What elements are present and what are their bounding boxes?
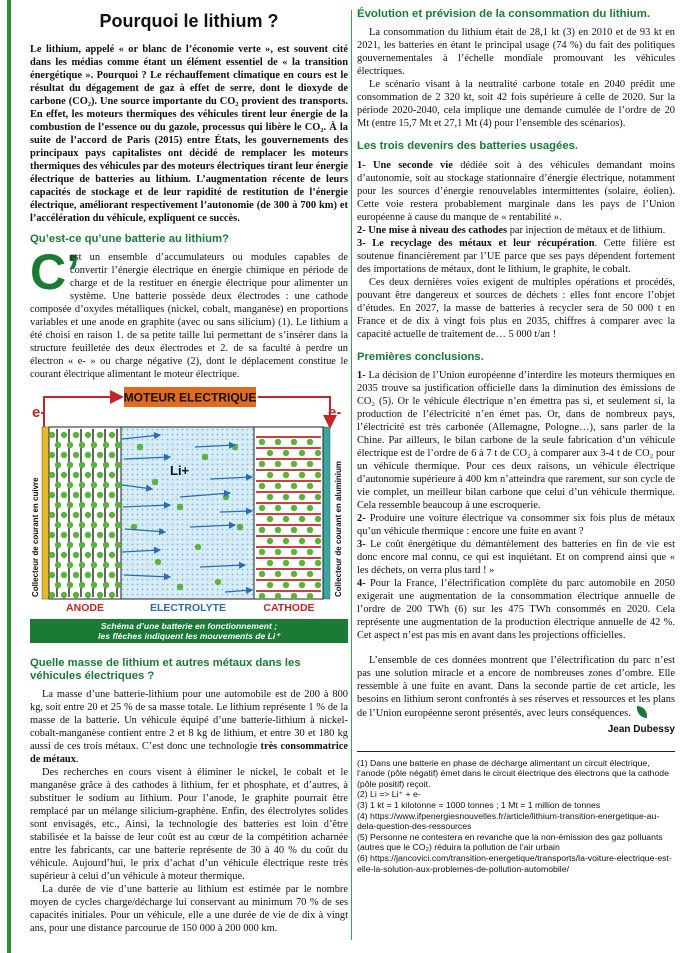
lithium-ion-dot bbox=[267, 494, 273, 500]
lithium-ion-dot bbox=[97, 592, 103, 598]
lithium-ion-dot bbox=[73, 492, 79, 498]
lithium-ion-dot bbox=[115, 502, 121, 508]
lithium-ion-dot bbox=[103, 502, 109, 508]
used-item-3-text: . Cette filière est soutenue financièrement par l’UE parce que ses pays dépendent fortement des importations de métaux, dont le lithium, le graphite, le cobalt. bbox=[357, 237, 675, 275]
lithium-ion-dot bbox=[85, 572, 91, 578]
lithium-ion-dot bbox=[79, 562, 85, 568]
lithium-ion-dot bbox=[115, 462, 121, 468]
lithium-ion-dot bbox=[195, 544, 201, 550]
lithium-ion-dot bbox=[79, 522, 85, 528]
mass-paragraph-3: La durée de vie d’une batterie au lithium est estimée par le nombre moyen de cycles charge/décharge lui conservant au minimum 70 % de ses capacités initiales. Pour un véhicule, elle a une durée de vie de dix à vingt ans, pour une distance parcourue de 150 000 à 200 000 km. bbox=[30, 884, 348, 935]
lithium-ion-dot bbox=[73, 472, 79, 478]
lithium-ion-dot bbox=[115, 522, 121, 528]
consumption-paragraph-1: La consommation du lithium était de 28,1 kt (3) en 2010 et de 93 kt en 2021, les batteries en étant le principal usage (74 %) du fait des politiques gouvernementales à l’échelle mondiale promouvant les véhicules électriques. bbox=[357, 27, 675, 78]
used-item-2-title: 2- Une mise à niveau des cathodes bbox=[357, 224, 508, 236]
lithium-ion-dot bbox=[67, 442, 73, 448]
lithium-ion-dot bbox=[73, 432, 79, 438]
footnote-4: (4) https://www.ifpenergiesnouvelles.fr/article/lithium-transition-energetique-au-dela-question-des-ressources bbox=[357, 810, 660, 832]
lithium-ion-dot bbox=[115, 562, 121, 568]
diagram-caption bbox=[30, 619, 348, 644]
lithium-ion-dot bbox=[109, 552, 115, 558]
used-item-1-title: 1- Une seconde vie bbox=[357, 159, 453, 171]
lithium-ion-dot bbox=[91, 562, 97, 568]
consumption-paragraph-2: Le scénario visant à la neutralité carbone totale en 2040 prédit une consommation de 2 320 kt, soit 42 fois supérieure à celle de 2020. Sur la période 2020-2040, cela implique une demande cumulée de l’ordre de 20 Mt (entre 15,7 Mt et 27,1 Mt (4) pour l’ensemble des scénarios). bbox=[357, 79, 675, 130]
lithium-ion-dot bbox=[283, 472, 289, 478]
lithium-ion-dot bbox=[85, 512, 91, 518]
motor-label: MOTEUR ELECTRIQUE bbox=[123, 390, 257, 405]
aluminium-collector bbox=[323, 427, 330, 599]
lithium-ion-dot bbox=[299, 560, 305, 566]
lithium-ion-dot bbox=[55, 502, 61, 508]
left-column bbox=[30, 8, 348, 935]
lithium-ion-dot bbox=[267, 560, 273, 566]
lithium-ion-dot bbox=[73, 512, 79, 518]
wire-left bbox=[44, 397, 122, 427]
lithium-ion-dot bbox=[115, 582, 121, 588]
conclusion-4-text: Pour la France, l’électrification complète du parc automobile en 2050 exigerait une augmentation de la consommation électrique annuelle de l’ordre de 200 TWh (6) sur les 475 TWh consommés en 2020. Cela représente une augmentation de la production électrique annuelle de 42 %. Cet aspect n’est pas mis en avant dans les projections officielles. bbox=[357, 578, 675, 642]
diagram-caption-line-2: les flèches indiquent les mouvements de Li⁺ bbox=[98, 631, 280, 642]
lithium-ion-dot bbox=[79, 482, 85, 488]
column-divider bbox=[351, 10, 352, 940]
lithium-ion-dot bbox=[79, 582, 85, 588]
lithium-ion-dot bbox=[215, 579, 221, 585]
footnote-2: (2) Li => Li⁺ + e- bbox=[357, 789, 421, 800]
lithium-ion-dot bbox=[275, 439, 281, 445]
lithium-ion-dot bbox=[259, 527, 265, 533]
lithium-ion-dot bbox=[109, 492, 115, 498]
conclusion-1-text: La décision de l’Union européenne d’interdire les moteurs thermiques en 2035 trouve sa justification officielle dans la diminution des émissions de CO₂ (5). Or le véhicule électrique n’en émettra pas si, et seulement si, la production de l’électricité n’en émet pas. Or, dans de nombreux pays, l’électricité est très carbonée (Allemagne, Pologne…), sans parler de la Chine. Par ailleurs, le bilan carbone de la seule fabrication d’un véhicule électrique est de l’ordre de 6 à 7 t de CO₂ à comparer aux 3-4 t de CO₂ pour un véhicule thermique. Pour ces deux raisons, un véhicule électrique d’autonomie supérieure à 400 km n’atteindra que rarement, sur son cycle de vie complet, un meilleur bilan carbone que celui d’un véhicule thermique. Cela ressemble beaucoup à une escroquerie. bbox=[357, 370, 675, 512]
lithium-ion-dot bbox=[55, 562, 61, 568]
lithium-ion-dot bbox=[49, 572, 55, 578]
lithium-ion-dot bbox=[79, 502, 85, 508]
lithium-ion-dot bbox=[115, 442, 121, 448]
lithium-ion-dot bbox=[67, 462, 73, 468]
lithium-ion-dot bbox=[315, 582, 321, 588]
lithium-ion-dot bbox=[291, 461, 297, 467]
lithium-ion-dot bbox=[152, 479, 158, 485]
lithium-ion-dot bbox=[97, 512, 103, 518]
lithium-ion-dot bbox=[67, 522, 73, 528]
mass-paragraph-2: Des recherches en cours visent à éliminer le nickel, le cobalt et le manganèse grâce à des cathodes à lithium, fer et phosphate, et d’autres, à substituer le sodium au lithium. Pour l’anode, le graphite pourrait être remplacé par un mélange silicium-graphène. Enfin, des électrolytes solides sont envisagés, etc., Ainsi, la technologie des batteries est loin d’être stabilisée et la baisse de leur coût est au cœur de la compétition acharnée entre les fabricants, car une batterie représente de 30 à 40 % du coût du véhicule. Aujourd’hui, le prix d’achat d’un véhicule électrique reste très supérieur à celui d’un véhicule à moteur thermique. bbox=[30, 767, 348, 883]
footnote-1: (1) Dans une batterie en phase de décharge alimentant un circuit électrique, l’anode (pôle négatif) émet dans le circuit électrique des électrons que la cathode (pôle positif) reçoit. bbox=[357, 757, 669, 789]
lithium-ion-dot bbox=[299, 472, 305, 478]
lithium-ion-dot bbox=[85, 472, 91, 478]
lithium-ion-dot bbox=[137, 444, 143, 450]
lithium-ion-dot bbox=[61, 492, 67, 498]
mass-p1-emphasis: très consommatrice de métaux bbox=[30, 741, 349, 766]
lithium-ion-dot bbox=[109, 452, 115, 458]
copper-collector bbox=[42, 427, 49, 599]
aluminium-collector-label: Collecteur de courant en aluminium bbox=[334, 460, 343, 597]
lithium-ion-dot bbox=[223, 494, 229, 500]
footnote-rule bbox=[357, 751, 675, 752]
lithium-ion-dot bbox=[283, 450, 289, 456]
lithium-ion-dot bbox=[299, 582, 305, 588]
battery-diagram-svg bbox=[30, 387, 348, 615]
lithium-ion-dot bbox=[97, 432, 103, 438]
footnotes bbox=[357, 758, 675, 875]
conclusion-4-num: 4- bbox=[357, 578, 366, 590]
conclusion-3-num: 3- bbox=[357, 539, 366, 551]
lithium-ion-dot bbox=[85, 432, 91, 438]
lithium-ion-dot bbox=[237, 524, 243, 530]
lithium-ion-dot bbox=[97, 452, 103, 458]
lithium-ion-dot bbox=[291, 527, 297, 533]
lithium-ion-dot bbox=[275, 571, 281, 577]
lithium-ion-dot bbox=[67, 582, 73, 588]
lithium-ion-dot bbox=[283, 582, 289, 588]
lithium-ion-dot bbox=[259, 593, 265, 599]
li-ion-label: Li+ bbox=[170, 462, 190, 478]
lithium-ion-dot bbox=[299, 516, 305, 522]
conclusion-4 bbox=[357, 577, 675, 642]
lithium-ion-dot bbox=[55, 542, 61, 548]
lithium-ion-dot bbox=[267, 516, 273, 522]
article-title: Pourquoi le lithium ? bbox=[99, 11, 279, 31]
section-heading-mass: Quelle masse de lithium et autres métaux dans les véhicules électriques ? bbox=[30, 656, 301, 683]
lithium-ion-dot bbox=[291, 549, 297, 555]
lithium-ion-dot bbox=[49, 492, 55, 498]
battery-definition-text: est un ensemble d’accumulateurs ou modules capables de convertir l’énergie électrique en énergie chimique en période de charge et de la restituer en énergie électrique pour alimenter un système. Une batterie possède deux électrodes : une cathode composée d’oxydes métalliques (nickel, cobalt, manganèse) en proportions variables et une anode en graphite (avec ou sans silicium) (1). Le lithium a été choisi en raison 1. de sa petite taille lui permettant de s’insérer dans la structure feuilletée des deux électrodes et 2. de sa faculté à perdre un électron « e- » ou charge négative (2), dont le déplacement constitue le courant électrique alimentant le moteur électrique. bbox=[30, 251, 348, 380]
lithium-ion-dot bbox=[307, 549, 313, 555]
lithium-ion-dot bbox=[85, 552, 91, 558]
wire-right bbox=[258, 397, 330, 427]
mass-p1-c: . bbox=[75, 754, 79, 766]
lithium-ion-dot bbox=[91, 482, 97, 488]
battery-diagram bbox=[30, 387, 348, 649]
lithium-ion-dot bbox=[267, 450, 273, 456]
lithium-ion-dot bbox=[103, 562, 109, 568]
lithium-ion-dot bbox=[267, 582, 273, 588]
lithium-ion-dot bbox=[259, 549, 265, 555]
lithium-ion-dot bbox=[307, 483, 313, 489]
lithium-ion-dot bbox=[49, 472, 55, 478]
lithium-ion-dot bbox=[177, 584, 183, 590]
lithium-ion-dot bbox=[97, 472, 103, 478]
lithium-ion-dot bbox=[315, 538, 321, 544]
lithium-ion-dot bbox=[67, 502, 73, 508]
lithium-ion-dot bbox=[61, 592, 67, 598]
lithium-ion-dot bbox=[267, 538, 273, 544]
lithium-ion-dot bbox=[307, 527, 313, 533]
lithium-ion-dot bbox=[73, 592, 79, 598]
cathode-label: CATHODE bbox=[263, 601, 315, 614]
conclusion-1-num: 1- bbox=[357, 370, 366, 382]
footnote-6: (6) https://jancovici.com/transition-energetique/transports/la-voiture-electrique-est-elle-la-solution-aux-problemes-de-pollution-automobile/ bbox=[357, 853, 672, 874]
lithium-ion-dot bbox=[109, 532, 115, 538]
lithium-ion-dot bbox=[299, 494, 305, 500]
lithium-ion-dot bbox=[259, 439, 265, 445]
lithium-ion-dot bbox=[202, 454, 208, 460]
lithium-ion-dot bbox=[61, 472, 67, 478]
lithium-ion-dot bbox=[49, 432, 55, 438]
lithium-ion-dot bbox=[103, 542, 109, 548]
intro-paragraph: Le lithium, appelé « or blanc de l’économie verte », est souvent cité dans les médias comme étant un élément essentiel de « la transition énergétique ». Pourquoi ? Le réchauffement climatique en cours est le résultat du dégagement de gaz à effet de serre, dont le dioxyde de carbone (CO₂). Une source importante du CO₂ provient des transports. En effet, les moteurs thermiques des véhicules tirent leur énergie de la combustion de l’essence ou du gazole, processus qui libère le CO₂. À la suite de l’accord de Paris (2015) entre États, les gouvernements des principaux pays capitalistes ont décidé de remplacer les moteurs thermiques des véhicules par des moteurs électriques tirant leur énergie électrique de batteries au lithium. L’augmentation récente de leurs capacités de stockage et de leur rapidité de restitution de l’énergie électrique, améliorant respectivement l’autonomie (de 300 à 700 km) et l’accélération du véhicule, expliquent ce succès. bbox=[30, 43, 348, 224]
lithium-ion-dot bbox=[103, 482, 109, 488]
lithium-ion-dot bbox=[115, 542, 121, 548]
lithium-ion-dot bbox=[275, 483, 281, 489]
used-item-1-text: dédiée soit à des véhicules demandant moins d’autonomie, soit au stockage stationnaire d’énergie électrique, notamment pour les sources d’énergie renouvelables intermittentes (solaire, éolien). Cette voie restera probablement marginale dans les pays de l’Union européenne à cause du manque de « rentabilité ». bbox=[357, 159, 676, 223]
lithium-ion-dot bbox=[85, 592, 91, 598]
lithium-ion-dot bbox=[79, 442, 85, 448]
lithium-ion-dot bbox=[61, 532, 67, 538]
used-paragraph: Ces deux dernières voies exigent de multiples opérations et procédés, pouvant être dangereux et sources de déchets : elles font encore l’objet d’études. En 2027, la masse de batteries à recycler sera de 50 000 t en France et de dix à vingt fois plus en 2035, chiffres à comparer avec la capacité actuelle de traitement de… 5 000 t/an ! bbox=[357, 276, 675, 340]
lithium-ion-dot bbox=[103, 522, 109, 528]
lithium-ion-dot bbox=[307, 571, 313, 577]
final-text: L’ensemble de ces données montrent que l’électrification du parc n’est pas une solution miracle et a encore de nombreuses zones d’ombre. Elle ressemble à une fuite en avant. Dans la seconde partie de cet article, les besoins en lithium seront confrontés à ses réserves et ressources et les plans de l’Union européenne seront présentés, avec leurs conséquences. bbox=[357, 655, 675, 720]
conclusion-3 bbox=[357, 538, 675, 577]
lithium-ion-dot bbox=[61, 452, 67, 458]
lithium-ion-dot bbox=[73, 452, 79, 458]
lithium-ion-dot bbox=[283, 494, 289, 500]
lithium-ion-dot bbox=[61, 512, 67, 518]
lithium-ion-dot bbox=[307, 461, 313, 467]
lithium-ion-dot bbox=[283, 538, 289, 544]
lithium-ion-dot bbox=[307, 593, 313, 599]
lithium-ion-dot bbox=[103, 442, 109, 448]
lithium-ion-dot bbox=[299, 450, 305, 456]
lithium-ion-dot bbox=[307, 505, 313, 511]
lithium-ion-dot bbox=[291, 439, 297, 445]
lithium-ion-dot bbox=[61, 552, 67, 558]
lithium-ion-dot bbox=[79, 462, 85, 468]
lithium-ion-dot bbox=[73, 572, 79, 578]
lithium-ion-dot bbox=[97, 572, 103, 578]
lithium-ion-dot bbox=[103, 582, 109, 588]
lithium-ion-dot bbox=[315, 516, 321, 522]
lithium-ion-dot bbox=[267, 472, 273, 478]
lithium-ion-dot bbox=[55, 522, 61, 528]
lithium-ion-dot bbox=[49, 452, 55, 458]
lithium-ion-dot bbox=[91, 542, 97, 548]
used-item-2-text: par injection de métaux et de lithium. bbox=[507, 224, 666, 236]
lithium-ion-dot bbox=[307, 439, 313, 445]
conclusion-2 bbox=[357, 512, 675, 538]
lithium-ion-dot bbox=[67, 482, 73, 488]
lithium-ion-dot bbox=[49, 552, 55, 558]
lithium-ion-dot bbox=[55, 442, 61, 448]
lithium-ion-dot bbox=[259, 505, 265, 511]
lithium-ion-dot bbox=[177, 504, 183, 510]
electron-left-label: e- bbox=[32, 403, 46, 421]
lithium-ion-dot bbox=[275, 593, 281, 599]
lithium-ion-dot bbox=[315, 472, 321, 478]
mass-p1-a: La masse d’une batterie-lithium pour une automobile est de 200 à 800 kg, soit entre 20 et 25 % de sa masse totale. Le lithium représente 1 % de la masse de la batterie. Un véhicule équipé d’une batterie-lithium à nickel-cobalt-manganèse contient entre 2 et 8 kg de lithium, et entre 30 et 180 kg aussi de ces trois métaux. C’est donc une technologie bbox=[30, 689, 348, 753]
lithium-ion-dot bbox=[259, 483, 265, 489]
lithium-ion-dot bbox=[85, 532, 91, 538]
lithium-ion-dot bbox=[109, 512, 115, 518]
left-margin-bar bbox=[7, 0, 11, 953]
electrolyte-block bbox=[121, 427, 254, 599]
lithium-ion-dot bbox=[291, 505, 297, 511]
conclusion-2-num: 2- bbox=[357, 513, 366, 525]
conclusion-1 bbox=[357, 369, 675, 512]
lithium-ion-dot bbox=[275, 505, 281, 511]
final-paragraph bbox=[357, 654, 675, 720]
lithium-ion-dot bbox=[91, 582, 97, 588]
lithium-ion-dot bbox=[61, 432, 67, 438]
lithium-ion-dot bbox=[109, 472, 115, 478]
electron-right-label: e- bbox=[328, 403, 342, 421]
used-item-3 bbox=[357, 237, 675, 276]
drop-cap: C’ bbox=[30, 243, 80, 300]
lithium-ion-dot bbox=[299, 538, 305, 544]
lithium-ion-dot bbox=[85, 492, 91, 498]
lithium-ion-dot bbox=[97, 492, 103, 498]
lithium-ion-dot bbox=[291, 483, 297, 489]
lithium-ion-dot bbox=[91, 442, 97, 448]
anode-label: ANODE bbox=[66, 601, 104, 614]
section-heading-battery: Qu’est-ce qu’une batterie au lithium? bbox=[30, 232, 229, 245]
lithium-ion-dot bbox=[67, 542, 73, 548]
lithium-ion-dot bbox=[73, 532, 79, 538]
footnote-3: (3) 1 kt = 1 kilotonne = 1000 tonnes ; 1 Mt = 1 million de tonnes bbox=[357, 800, 601, 811]
right-column bbox=[357, 8, 675, 874]
lithium-ion-dot bbox=[283, 516, 289, 522]
lithium-ion-dot bbox=[61, 572, 67, 578]
lithium-ion-dot bbox=[283, 560, 289, 566]
footnote-5: (5) Personne ne contestera en revanche que la non-émission des gaz polluants (autres que le CO₂) réduira la pollution de l’air urbain bbox=[357, 831, 663, 853]
lithium-ion-dot bbox=[155, 559, 161, 565]
lithium-ion-dot bbox=[49, 512, 55, 518]
lithium-ion-dot bbox=[67, 562, 73, 568]
section-heading-used-batteries: Les trois devenirs des batteries usagées. bbox=[357, 140, 579, 153]
lithium-ion-dot bbox=[109, 432, 115, 438]
section-heading-consumption: Évolution et prévision de la consommation du lithium. bbox=[357, 8, 651, 20]
lithium-ion-dot bbox=[49, 592, 55, 598]
lithium-ion-dot bbox=[97, 552, 103, 558]
electrolyte-label: ELECTROLYTE bbox=[149, 601, 227, 614]
lithium-ion-dot bbox=[109, 572, 115, 578]
lithium-ion-dot bbox=[275, 461, 281, 467]
battery-definition bbox=[30, 243, 348, 381]
used-item-2 bbox=[357, 224, 675, 237]
author-signature: Jean Dubessy bbox=[607, 724, 675, 736]
lithium-ion-dot bbox=[103, 462, 109, 468]
lithium-ion-dot bbox=[91, 462, 97, 468]
lithium-ion-dot bbox=[91, 502, 97, 508]
copper-collector-label: Collecteur de courant en cuivre bbox=[31, 477, 40, 597]
lithium-ion-dot bbox=[259, 461, 265, 467]
lithium-ion-dot bbox=[109, 592, 115, 598]
lithium-ion-dot bbox=[55, 582, 61, 588]
lithium-ion-dot bbox=[55, 482, 61, 488]
conclusion-3-text: Le coût énergétique du démantèlement des batteries en fin de vie est donc encore mal connu, ce qui est inquiétant. Et on comprend ainsi que « les déchets, on verra plus tard ! » bbox=[357, 539, 675, 577]
used-item-3-title: 3- Le recyclage des métaux et leur récupération bbox=[357, 237, 595, 249]
lithium-ion-dot bbox=[291, 593, 297, 599]
lithium-ion-dot bbox=[85, 452, 91, 458]
lithium-ion-dot bbox=[91, 522, 97, 528]
mass-paragraph-1 bbox=[30, 688, 348, 766]
diagram-caption-line-1: Schéma d’une batterie en fonctionnement ; bbox=[100, 620, 278, 631]
end-leaf-icon bbox=[637, 706, 647, 718]
lithium-ion-dot bbox=[97, 532, 103, 538]
used-item-1 bbox=[357, 159, 675, 224]
lithium-ion-dot bbox=[259, 571, 265, 577]
lithium-ion-dot bbox=[291, 571, 297, 577]
lithium-ion-dot bbox=[275, 549, 281, 555]
lithium-ion-dot bbox=[275, 527, 281, 533]
lithium-ion-dot bbox=[73, 552, 79, 558]
lithium-ion-dot bbox=[115, 482, 121, 488]
section-heading-conclusions: Premières conclusions. bbox=[357, 350, 484, 363]
lithium-ion-dot bbox=[315, 494, 321, 500]
lithium-ion-dot bbox=[315, 560, 321, 566]
conclusion-2-text: Produire une voiture électrique va consommer six fois plus de métaux qu’un véhicule thermique : encore une fuite en avant ? bbox=[357, 513, 675, 538]
lithium-ion-dot bbox=[55, 462, 61, 468]
lithium-ion-dot bbox=[49, 532, 55, 538]
lithium-ion-dot bbox=[315, 450, 321, 456]
lithium-ion-dot bbox=[79, 542, 85, 548]
